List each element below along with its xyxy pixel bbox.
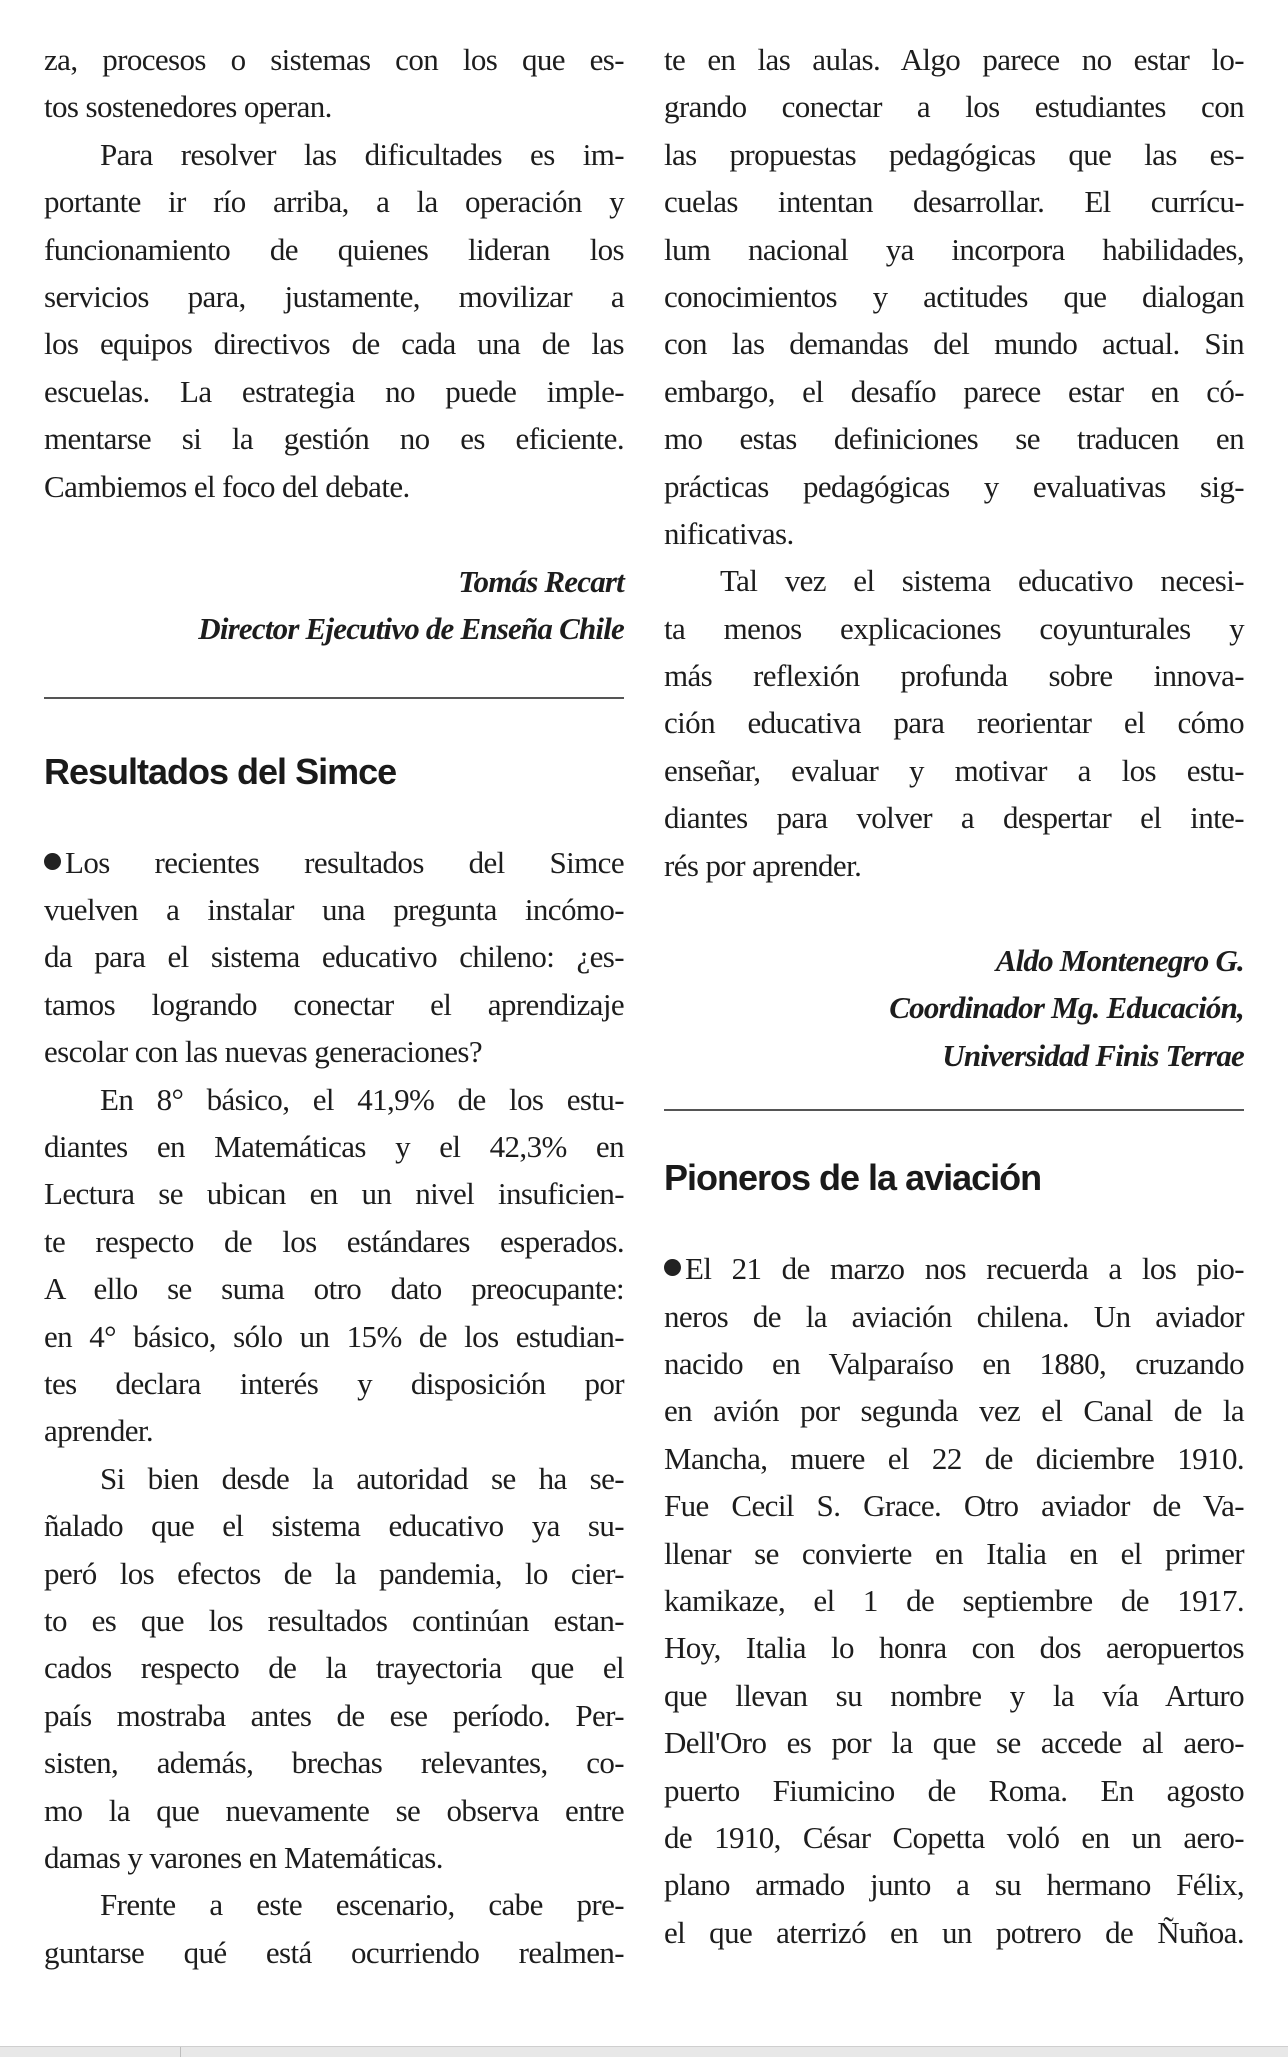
- text-line: Cambiemos el foco del debate.: [44, 468, 410, 504]
- paragraph: [44, 1455, 624, 1882]
- text-line: damas y varones en Matemáticas.: [44, 1839, 443, 1875]
- text-line: mentarse si la gestión no es eficiente.: [44, 421, 624, 457]
- text-line: en avión por segunda vez el Canal de la: [664, 1393, 1244, 1429]
- text-line: escolar con las nuevas generaciones?: [44, 1034, 483, 1070]
- text-line: cados respecto de la trayectoria que el: [44, 1650, 624, 1686]
- text-line: diantes para volver a despertar el inte-: [664, 800, 1244, 836]
- text-line: llenar se convierte en Italia en el primer: [664, 1535, 1244, 1571]
- text-line: aprender.: [44, 1413, 154, 1449]
- text-line: enseñar, evaluar y motivar a los estu-: [664, 752, 1244, 788]
- text-line: ta menos explicaciones coyunturales y: [664, 610, 1244, 646]
- text-line: En 8° básico, el 41,9% de los estu-: [100, 1081, 624, 1117]
- text-line: neros de la aviación chilena. Un aviador: [664, 1298, 1244, 1334]
- text-line: puerto Fiumicino de Roma. En agosto: [664, 1772, 1244, 1808]
- author-role: Director Ejecutivo de Enseña Chile: [198, 611, 624, 647]
- text-line: Frente a este escenario, cabe pre-: [100, 1887, 624, 1923]
- paragraph: [44, 1076, 624, 1455]
- bullet-icon: [664, 1259, 681, 1276]
- text-line: escuelas. La estrategia no puede imple-: [44, 373, 624, 409]
- right-column: [664, 36, 1244, 1956]
- text-line: de 1910, César Copetta voló en un aero-: [664, 1819, 1244, 1855]
- text-line: que llevan su nombre y la vía Arturo: [664, 1677, 1244, 1713]
- text-line: Los recientes resultados del Simce: [44, 839, 624, 886]
- text-line: prácticas pedagógicas y evaluativas sig-: [664, 468, 1244, 504]
- text-line: tamos logrando conectar el aprendizaje: [44, 986, 624, 1022]
- author-institution: Universidad Finis Terrae: [942, 1037, 1244, 1073]
- text-line: las propuestas pedagógicas que las es-: [664, 136, 1244, 172]
- text-line: país mostraba antes de ese período. Per-: [44, 1697, 624, 1733]
- text-line: vuelven a instalar una pregunta incómo-: [44, 892, 624, 928]
- text-line: tos sostenedores operan.: [44, 89, 332, 125]
- text-line: conocimientos y actitudes que dialogan: [664, 278, 1244, 314]
- author-name: Tomás Recart: [458, 563, 624, 599]
- text-line: los equipos directivos de cada una de las: [44, 326, 624, 362]
- author-name: Aldo Montenegro G.: [995, 943, 1244, 979]
- text-line: lum nacional ya incorpora habilidades,: [664, 231, 1244, 267]
- text-line: Fue Cecil S. Grace. Otro aviador de Va-: [664, 1488, 1244, 1524]
- paragraph: [44, 839, 624, 1076]
- text-line: servicios para, justamente, movilizar a: [44, 278, 624, 314]
- left-column: [44, 36, 624, 1976]
- text-line: guntarse qué está ocurriendo realmen-: [44, 1934, 624, 1970]
- text-line: portante ir río arriba, a la operación y: [44, 184, 624, 220]
- paragraph: [664, 557, 1244, 889]
- text-line: te respecto de los estándares esperados.: [44, 1223, 624, 1259]
- text-line: ñalado que el sistema educativo ya su-: [44, 1508, 624, 1544]
- text-line: mo estas definiciones se traducen en: [664, 421, 1244, 457]
- text-line: to es que los resultados continúan estan-: [44, 1602, 624, 1638]
- text-line: peró los efectos de la pandemia, lo cier-: [44, 1555, 624, 1591]
- text-line: Dell'Oro es por la que se accede al aero-: [664, 1725, 1244, 1761]
- text-line: funcionamiento de quienes lideran los: [44, 231, 624, 267]
- text-line: Si bien desde la autoridad se ha se-: [100, 1460, 624, 1496]
- text-line: plano armado junto a su hermano Félix,: [664, 1867, 1244, 1903]
- text-line: con las demandas del mundo actual. Sin: [664, 326, 1244, 362]
- article-heading: Pioneros de la aviación: [664, 1157, 1042, 1199]
- text-line: Lectura se ubican en un nivel insuficien-: [44, 1176, 624, 1212]
- text-line: mo la que nuevamente se observa entre: [44, 1792, 624, 1828]
- paragraph: [44, 131, 624, 510]
- text-line: cuelas intentan desarrollar. El currícu-: [664, 184, 1244, 220]
- text-line: embargo, el desafío parece estar en có-: [664, 373, 1244, 409]
- author-signature: [44, 558, 624, 653]
- text-line: te en las aulas. Algo parece no estar lo-: [664, 42, 1244, 77]
- text-line: en 4° básico, sólo un 15% de los estudian-: [44, 1318, 624, 1354]
- text-line: ción educativa para reorientar el cómo: [664, 705, 1244, 741]
- text-line: El 21 de marzo nos recuerda a los pio-: [664, 1245, 1244, 1292]
- text-line: kamikaze, el 1 de septiembre de 1917.: [664, 1582, 1244, 1618]
- article-continuation-intro: [44, 36, 624, 131]
- paragraph: [44, 1881, 624, 1976]
- text-line: tes declara interés y disposición por: [44, 1365, 624, 1401]
- text-line: sisten, además, brechas relevantes, co-: [44, 1745, 624, 1781]
- text-line: más reflexión profunda sobre innova-: [664, 658, 1244, 694]
- text-line: diantes en Matemáticas y el 42,3% en: [44, 1129, 624, 1165]
- text-line: Para resolver las dificultades es im-: [100, 136, 624, 172]
- text-line: Mancha, muere el 22 de diciembre 1910.: [664, 1440, 1244, 1476]
- author-signature: [664, 937, 1244, 1079]
- text-line: da para el sistema educativo chileno: ¿es-: [44, 939, 624, 975]
- bullet-icon: [44, 853, 61, 870]
- text-line: A ello se suma otro dato preocupante:: [44, 1271, 624, 1307]
- article-heading: Resultados del Simce: [44, 750, 397, 792]
- text-line: el que aterrizó en un potrero de Ñuñoa.: [664, 1914, 1244, 1950]
- page-bottom-edge: [0, 2046, 1288, 2057]
- text-line: grando conectar a los estudiantes con: [664, 89, 1244, 125]
- text-line: nacido en Valparaíso en 1880, cruzando: [664, 1345, 1244, 1381]
- text-line: Hoy, Italia lo honra con dos aeropuertos: [664, 1630, 1244, 1666]
- paragraph: [664, 36, 1244, 557]
- text-line: rés por aprender.: [664, 847, 862, 883]
- text-line: nificativas.: [664, 515, 794, 551]
- text-line: za, procesos o sistemas con los que es-: [44, 42, 624, 77]
- paragraph: [664, 1245, 1244, 1956]
- author-role: Coordinador Mg. Educación,: [889, 990, 1244, 1026]
- text-line: Tal vez el sistema educativo necesi-: [720, 563, 1244, 599]
